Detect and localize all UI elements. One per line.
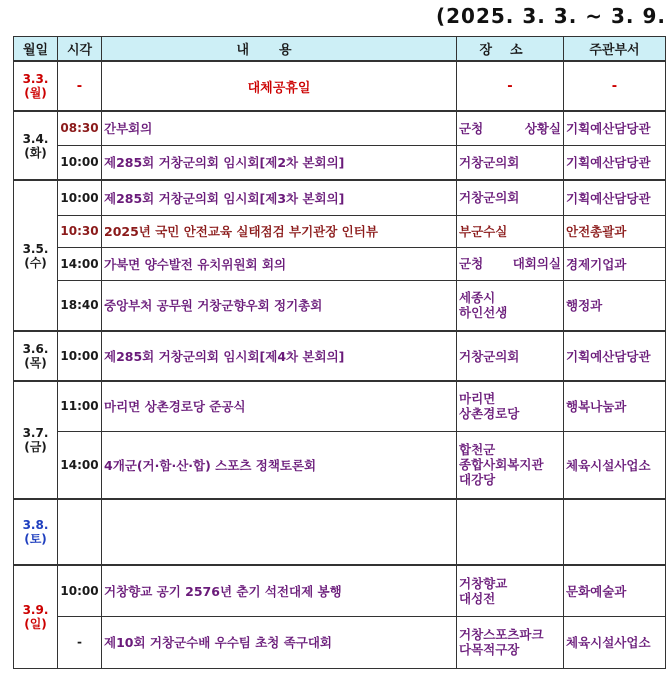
day-cell — [14, 111, 58, 180]
time-cell: 10:30 — [58, 215, 102, 247]
table-row — [14, 331, 666, 381]
time-cell: - — [58, 616, 102, 668]
table-row — [14, 431, 666, 499]
place-line: 종합사회복지관 — [459, 457, 544, 473]
content-cell: 가북면 양수발전 유치위원회 회의 — [102, 247, 457, 280]
time-cell: 18:40 — [58, 280, 102, 331]
dept-cell: 기획예산담당관 — [564, 111, 666, 145]
content-cell: 4개군(거·함·산·합) 스포츠 정책토론회 — [102, 431, 457, 499]
place-line: 대성전 — [459, 590, 496, 606]
header-place: 장소 — [457, 37, 564, 62]
place-line: 상촌경로당 — [459, 406, 520, 422]
day-weekday: (금) — [24, 440, 47, 454]
header-day: 월일 — [14, 37, 58, 62]
content-cell: 간부회의 — [102, 111, 457, 145]
place-cell: 거창군의회 — [457, 331, 564, 381]
content-cell: 마리면 상촌경로당 준공식 — [102, 381, 457, 431]
dept-cell: 기획예산담당관 — [564, 145, 666, 180]
table-row — [14, 616, 666, 668]
day-cell — [14, 565, 58, 668]
dept-cell: 체육시설사업소 — [564, 431, 666, 499]
time-cell: 10:00 — [58, 145, 102, 180]
schedule-period: (2025. 3. 3. ~ 3. 9. — [435, 4, 666, 28]
table-row — [14, 145, 666, 180]
time-cell: 10:00 — [58, 565, 102, 616]
time-cell: 14:00 — [58, 431, 102, 499]
day-cell — [14, 61, 58, 111]
place-cell — [457, 280, 564, 331]
place-line: 하인선생 — [459, 305, 508, 321]
header-row — [14, 37, 666, 62]
day-weekday: (목) — [24, 356, 47, 370]
table-row — [14, 111, 666, 145]
place-cell: 군청 대회의실 — [457, 247, 564, 280]
place-cell — [457, 616, 564, 668]
place-cell: 군청 상황실 — [457, 111, 564, 145]
time-cell: 11:00 — [58, 381, 102, 431]
header-dept: 주관부서 — [564, 37, 666, 62]
dept-cell: 문화예술과 — [564, 565, 666, 616]
dept-cell: - — [564, 61, 666, 111]
place-cell: 부군수실 — [457, 215, 564, 247]
day-weekday: (화) — [24, 145, 47, 160]
table-row — [14, 215, 666, 247]
place-cell — [457, 499, 564, 565]
content-cell: 제285회 거창군의회 임시회[제3차 본회의] — [102, 180, 457, 215]
day-cell — [14, 180, 58, 331]
content-cell: 제10회 거창군수배 우수팀 초청 족구대회 — [102, 616, 457, 668]
place-cell — [457, 381, 564, 431]
place-cell — [457, 565, 564, 616]
time-cell: 14:00 — [58, 247, 102, 280]
day-weekday: (일) — [24, 616, 47, 631]
content-cell: 2025년 국민 안전교육 실태점검 부기관장 인터뷰 — [102, 215, 457, 247]
place-line: 합천군 — [459, 442, 496, 458]
content-cell: 제285회 거창군의회 임시회[제2차 본회의] — [102, 145, 457, 180]
day-date: 3.5. — [22, 241, 49, 256]
dept-cell: 행정과 — [564, 280, 666, 331]
table-row — [14, 381, 666, 431]
day-weekday: (월) — [24, 86, 47, 100]
content-cell: 제285회 거창군의회 임시회[제4차 본회의] — [102, 331, 457, 381]
table-row — [14, 565, 666, 616]
table-row — [14, 247, 666, 280]
place-line: 거창향교 — [459, 575, 508, 591]
dept-cell: 기획예산담당관 — [564, 331, 666, 381]
time-cell: - — [58, 61, 102, 111]
day-date: 3.3. — [22, 72, 49, 86]
content-cell: 거창향교 공기 2576년 춘기 석전대제 봉행 — [102, 565, 457, 616]
place-line: 대강당 — [459, 472, 496, 488]
table-row — [14, 180, 666, 215]
place-line: 거창스포츠파크 — [459, 627, 544, 642]
day-weekday: (토) — [24, 532, 47, 546]
day-date: 3.7. — [22, 426, 49, 440]
day-date: 3.9. — [22, 602, 49, 617]
place-line: 세종시 — [459, 290, 496, 306]
day-cell — [14, 381, 58, 499]
place-cell: 거창군의회 — [457, 180, 564, 215]
table-row — [14, 499, 666, 565]
header-time: 시각 — [58, 37, 102, 62]
dept-cell — [564, 499, 666, 565]
day-cell — [14, 331, 58, 381]
day-weekday: (수) — [24, 255, 47, 270]
time-cell: 08:30 — [58, 111, 102, 145]
place-line: 다목적구장 — [459, 642, 520, 657]
dept-cell: 기획예산담당관 — [564, 180, 666, 215]
header-content: 내용 — [102, 37, 457, 62]
dept-cell: 안전총괄과 — [564, 215, 666, 247]
table-row — [14, 61, 666, 111]
time-cell — [58, 499, 102, 565]
content-cell — [102, 499, 457, 565]
place-cell — [457, 431, 564, 499]
day-date: 3.4. — [22, 131, 49, 146]
place-cell: - — [457, 61, 564, 111]
table-row — [14, 280, 666, 331]
content-cell: 대체공휴일 — [102, 61, 457, 111]
time-cell: 10:00 — [58, 331, 102, 381]
place-cell: 거창군의회 — [457, 145, 564, 180]
day-date: 3.8. — [22, 518, 49, 532]
time-cell: 10:00 — [58, 180, 102, 215]
dept-cell: 경제기업과 — [564, 247, 666, 280]
place-line: 마리면 — [459, 391, 496, 407]
schedule-table — [13, 36, 666, 669]
dept-cell: 체육시설사업소 — [564, 616, 666, 668]
content-cell: 중앙부처 공무원 거창군향우회 정기총회 — [102, 280, 457, 331]
dept-cell: 행복나눔과 — [564, 381, 666, 431]
day-cell — [14, 499, 58, 565]
day-date: 3.6. — [22, 342, 49, 356]
